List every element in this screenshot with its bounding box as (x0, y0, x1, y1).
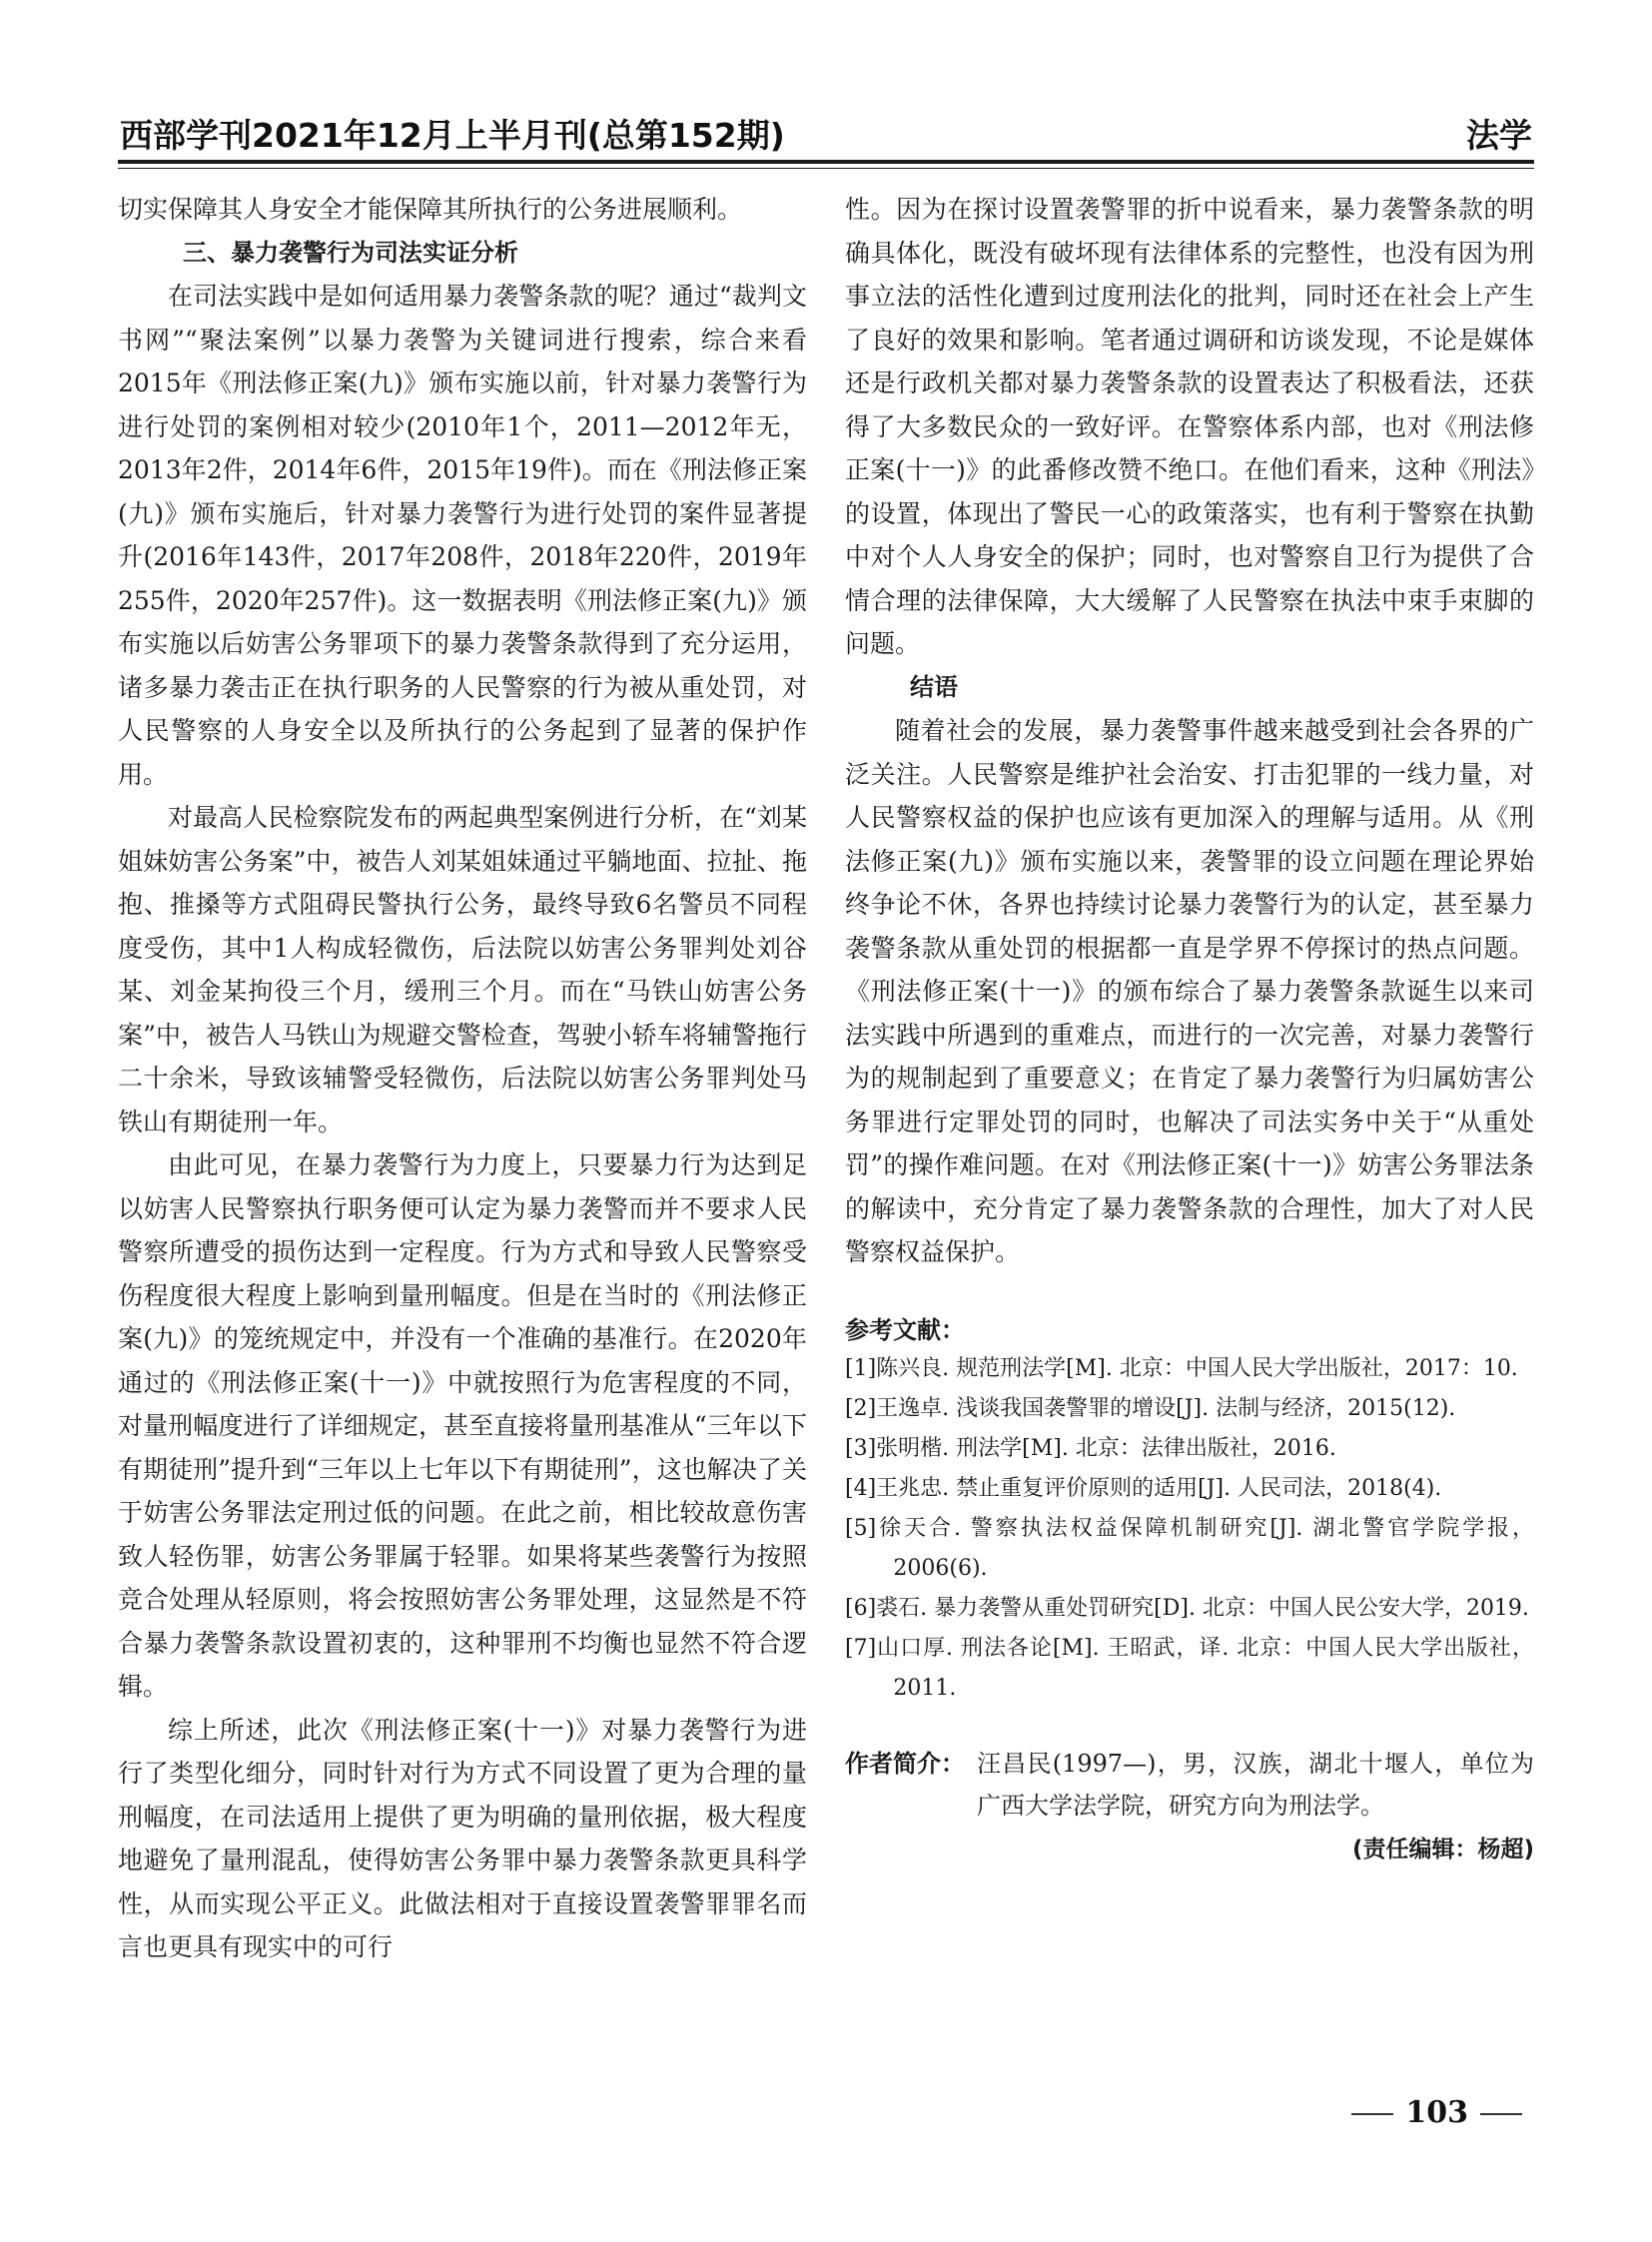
paragraph: 切实保障其人身安全才能保障其所执行的公务进展顺利。 (118, 195, 743, 224)
author-bio-label: 作者简介： (845, 1749, 965, 1778)
page-number-value: 103 (1405, 2095, 1468, 2130)
responsible-editor: (责任编辑：杨超) (1351, 1836, 1534, 1863)
page-number-dash-left (1351, 2113, 1393, 2115)
paragraph: 在司法实践中是如何适用暴力袭警条款的呢？通过“裁判文书网”“聚法案例”以暴力袭警为关键词进行搜索，综合来看2015年《刑法修正案(九)》颁布实施以前，针对暴力袭警行为进行处罚的案例相对较少(2010年1个，2011—2012年无，2013年2件，2014年6件，2015年19件)。而在《刑法修正案(九)》颁布实施后，针对暴力袭警行为进行处罚的案件显著提升(2016年143件，2017年208件，2018年220件，2019年255件，2020年257件)。这一数据表明《刑法修正案(九)》颁布实施以后妨害公务罪项下的暴力袭警条款得到了充分运用，诸多暴力袭击正在执行职务的人民警察的行为被从重处罚，对人民警察的人身安全以及所执行的公务起到了显著的保护作用。 (118, 282, 807, 789)
author-bio-text: 汪昌民(1997—)，男，汉族，湖北十堰人，单位为广西大学法学院，研究方向为刑法学。 (977, 1749, 1534, 1820)
paragraph: 随着社会的发展，暴力袭警事件越来越受到社会各界的广泛关注。人民警察是维护社会治安、打击犯罪的一线力量，对人民警察权益的保护也应该有更加深入的理解与适用。从《刑法修正案(九)》颁布实施以来，袭警罪的设立问题在理论界始终争论不休，各界也持续讨论暴力袭警行为的认定，甚至暴力袭警条款从重处罚的根据都一直是学界不停探讨的热点问题。《刑法修正案(十一)》的颁布综合了暴力袭警条款诞生以来司法实践中所遇到的重难点，而进行的一次完善，对暴力袭警行为的规制起到了重要意义；在肯定了暴力袭警行为归属妨害公务罪进行定罪处罚的同时，也解决了司法实务中关于“从重处罚”的操作难问题。在对《刑法修正案(十一)》妨害公务罪法条的解读中，充分肯定了暴力袭警条款的合理性，加大了对人民警察权益保护。 (845, 716, 1534, 1266)
journal-header-title: 西部学刊2021年12月上半月刊(总第152期) (120, 116, 785, 155)
paragraph: 由此可见，在暴力袭警行为力度上，只要暴力行为达到足以妨害人民警察执行职务便可认定为暴力袭警而并不要求人民警察所遭受的损伤达到一定程度。行为方式和导致人民警察受伤程度很大程度上影响到量刑幅度。但是在当时的《刑法修正案(九)》的笼统规定中，并没有一个准确的基准行。在2020年通过的《刑法修正案(十一)》中就按照行为危害程度的不同，对量刑幅度进行了详细规定，甚至直接将量刑基准从“三年以下有期徒刑”提升到“三年以上七年以下有期徒刑”，这也解决了关于妨害公务罪法定刑过低的问题。在此之前，相比较故意伤害致人轻伤罪，妨害公务罪属于轻罪。如果将某些袭警行为按照竞合处理从轻原则，将会按照妨害公务罪处理，这显然是不符合暴力袭警条款设置初衷的，这种罪刑不均衡也显然不符合逻辑。 (118, 1150, 807, 1701)
references-heading: 参考文献： (845, 1315, 965, 1344)
section-heading: 三、暴力袭警行为司法实证分析 (183, 238, 518, 267)
header-rule-thin (118, 168, 1534, 169)
paragraph: 对最高人民检察院发布的两起典型案例进行分析，在“刘某姐妹妨害公务案”中，被告人刘某姐妹通过平躺地面、拉扯、拖抱、推搡等方式阻碍民警执行公务，最终导致6名警员不同程度受伤，其中1人构成轻微伤，后法院以妨害公务罪判处刘谷某、刘金某拘役三个月，缓刑三个月。而在“马铁山妨害公务案”中，被告人马铁山为规避交警检查，驾驶小轿车将辅警拖行二十余米，导致该辅警受轻微伤，后法院以妨害公务罪判处马铁山有期徒刑一年。 (118, 803, 807, 1136)
section-label: 法学 (1466, 116, 1532, 155)
reference-item: [4]王兆忠. 禁止重复评价原则的适用[J]. 人民司法，2018(4). (845, 1475, 1442, 1501)
author-bio (845, 1743, 1534, 1827)
reference-item: [2]王逸卓. 浅谈我国袭警罪的增设[J]. 法制与经济，2015(12). (845, 1395, 1456, 1421)
reference-item: [5]徐天合. 警察执法权益保障机制研究[J]. 湖北警官学院学报，2006(6). (845, 1515, 1534, 1581)
left-column (118, 188, 807, 1969)
header-rule (118, 160, 1534, 164)
reference-item: [1]陈兴良. 规范刑法学[M]. 北京：中国人民大学出版社，2017：10. (845, 1355, 1518, 1381)
page-number-dash-right (1480, 2113, 1522, 2115)
reference-item: [3]张明楷. 刑法学[M]. 北京：法律出版社，2016. (845, 1435, 1336, 1461)
conclusion-heading: 结语 (910, 672, 958, 701)
paragraph: 性。因为在探讨设置袭警罪的折中说看来，暴力袭警条款的明确具体化，既没有破坏现有法律体系的完整性，也没有因为刑事立法的活性化遭到过度刑法化的批判，同时还在社会上产生了良好的效果和影响。笔者通过调研和访谈发现，不论是媒体还是行政机关都对暴力袭警条款的设置表达了积极看法，还获得了大多数民众的一致好评。在警察体系内部，也对《刑法修正案(十一)》的此番修改赞不绝口。在他们看来，这种《刑法》的设置，体现出了警民一心的政策落实，也有利于警察在执勤中对个人人身安全的保护；同时，也对警察自卫行为提供了合情合理的法律保障，大大缓解了人民警察在执法中束手束脚的问题。 (845, 195, 1534, 658)
page-number (1339, 2095, 1534, 2130)
references-list (845, 1349, 1534, 1709)
paragraph: 综上所述，此次《刑法修正案(十一)》对暴力袭警行为进行了类型化细分，同时针对行为方式不同设置了更为合理的量刑幅度，在司法适用上提供了更为明确的量刑依据，极大程度地避免了量刑混乱，使得妨害公务罪中暴力袭警条款更具科学性，从而实现公平正义。此做法相对于直接设置袭警罪罪名而言也更具有现实中的可行 (118, 1715, 807, 1961)
reference-item: [7]山口厚. 刑法各论[M]. 王昭武，译. 北京：中国人民大学出版社，2011. (845, 1635, 1534, 1701)
right-column (845, 188, 1534, 1864)
reference-item: [6]裘石. 暴力袭警从重处罚研究[D]. 北京：中国人民公安大学，2019. (845, 1595, 1529, 1621)
